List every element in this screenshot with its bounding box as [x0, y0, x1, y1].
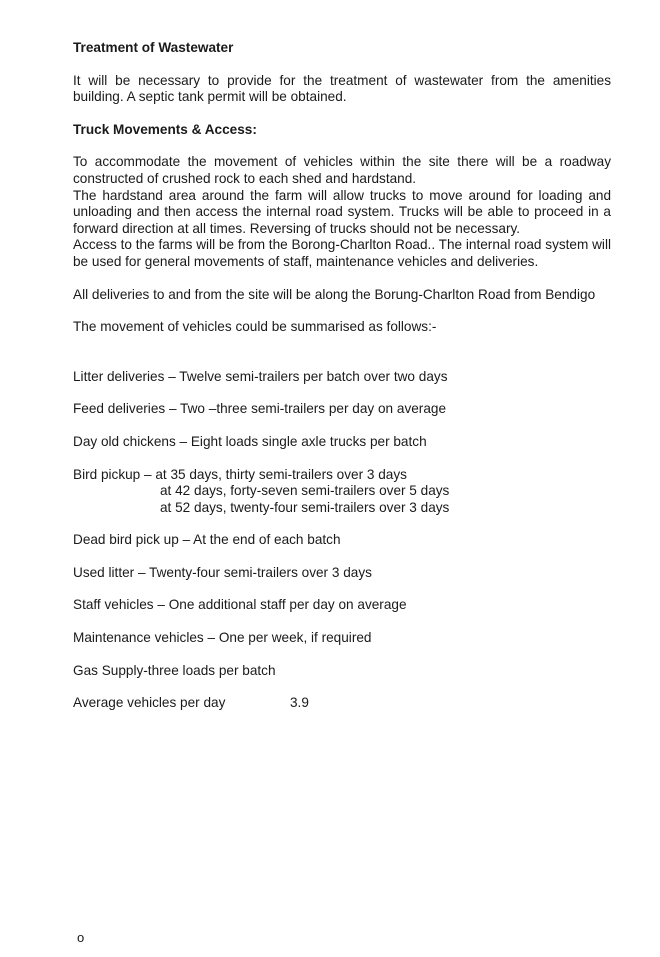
movement-maintenance: Maintenance vehicles – One per week, if required [73, 630, 372, 646]
movement-bird-pickup-52: at 52 days, twenty-four semi-trailers over 3 days [160, 499, 450, 515]
movement-bird-pickup-42: at 42 days, forty-seven semi-trailers over 5 days [160, 483, 450, 499]
truck-paragraph-1: To accommodate the movement of vehicles within the site there will be a roadway constructed of crushed rock to each shed and hardstand. [73, 154, 611, 186]
movement-chickens: Day old chickens – Eight loads single axle trucks per batch [73, 433, 427, 449]
page-footer-marker: o [77, 930, 85, 945]
average-vehicles-label: Average vehicles per day [73, 695, 226, 711]
truck-paragraph-2: The hardstand area around the farm will allow trucks to move around for loading and unloading and then access the internal road system. Trucks will be able to proceed in a forward direction at all times. Reversing of trucks should not be necessary. [73, 187, 611, 236]
movement-used-litter: Used litter – Twenty-four semi-trailers over 3 days [73, 564, 372, 580]
average-vehicles-value: 3.9 [290, 695, 309, 711]
movement-litter: Litter deliveries – Twelve semi-trailers per batch over two days [73, 368, 448, 384]
movement-gas: Gas Supply-three loads per batch [73, 662, 276, 678]
wastewater-heading: Treatment of Wastewater [73, 40, 234, 55]
truck-heading: Truck Movements & Access: [73, 121, 257, 137]
average-vehicles-row [73, 695, 611, 712]
truck-paragraph-4: All deliveries to and from the site will be along the Borung-Charlton Road from Bendigo [73, 286, 596, 302]
movement-staff: Staff vehicles – One additional staff per day on average [73, 597, 407, 613]
truck-paragraph-5: The movement of vehicles could be summarised as follows:- [73, 319, 437, 335]
document-page [73, 40, 611, 712]
truck-paragraph-3: Access to the farms will be from the Borong-Charlton Road.. The internal road system will be used for general movements of staff, maintenance vehicles and deliveries. [73, 237, 611, 269]
wastewater-body: It will be necessary to provide for the treatment of wastewater from the amenities building. A septic tank permit will be obtained. [73, 72, 611, 105]
movement-dead-bird: Dead bird pick up – At the end of each batch [73, 532, 341, 548]
movement-bird-pickup: Bird pickup – at 35 days, thirty semi-trailers over 3 days [73, 466, 407, 482]
movement-feed: Feed deliveries – Two –three semi-trailers per day on average [73, 401, 447, 417]
